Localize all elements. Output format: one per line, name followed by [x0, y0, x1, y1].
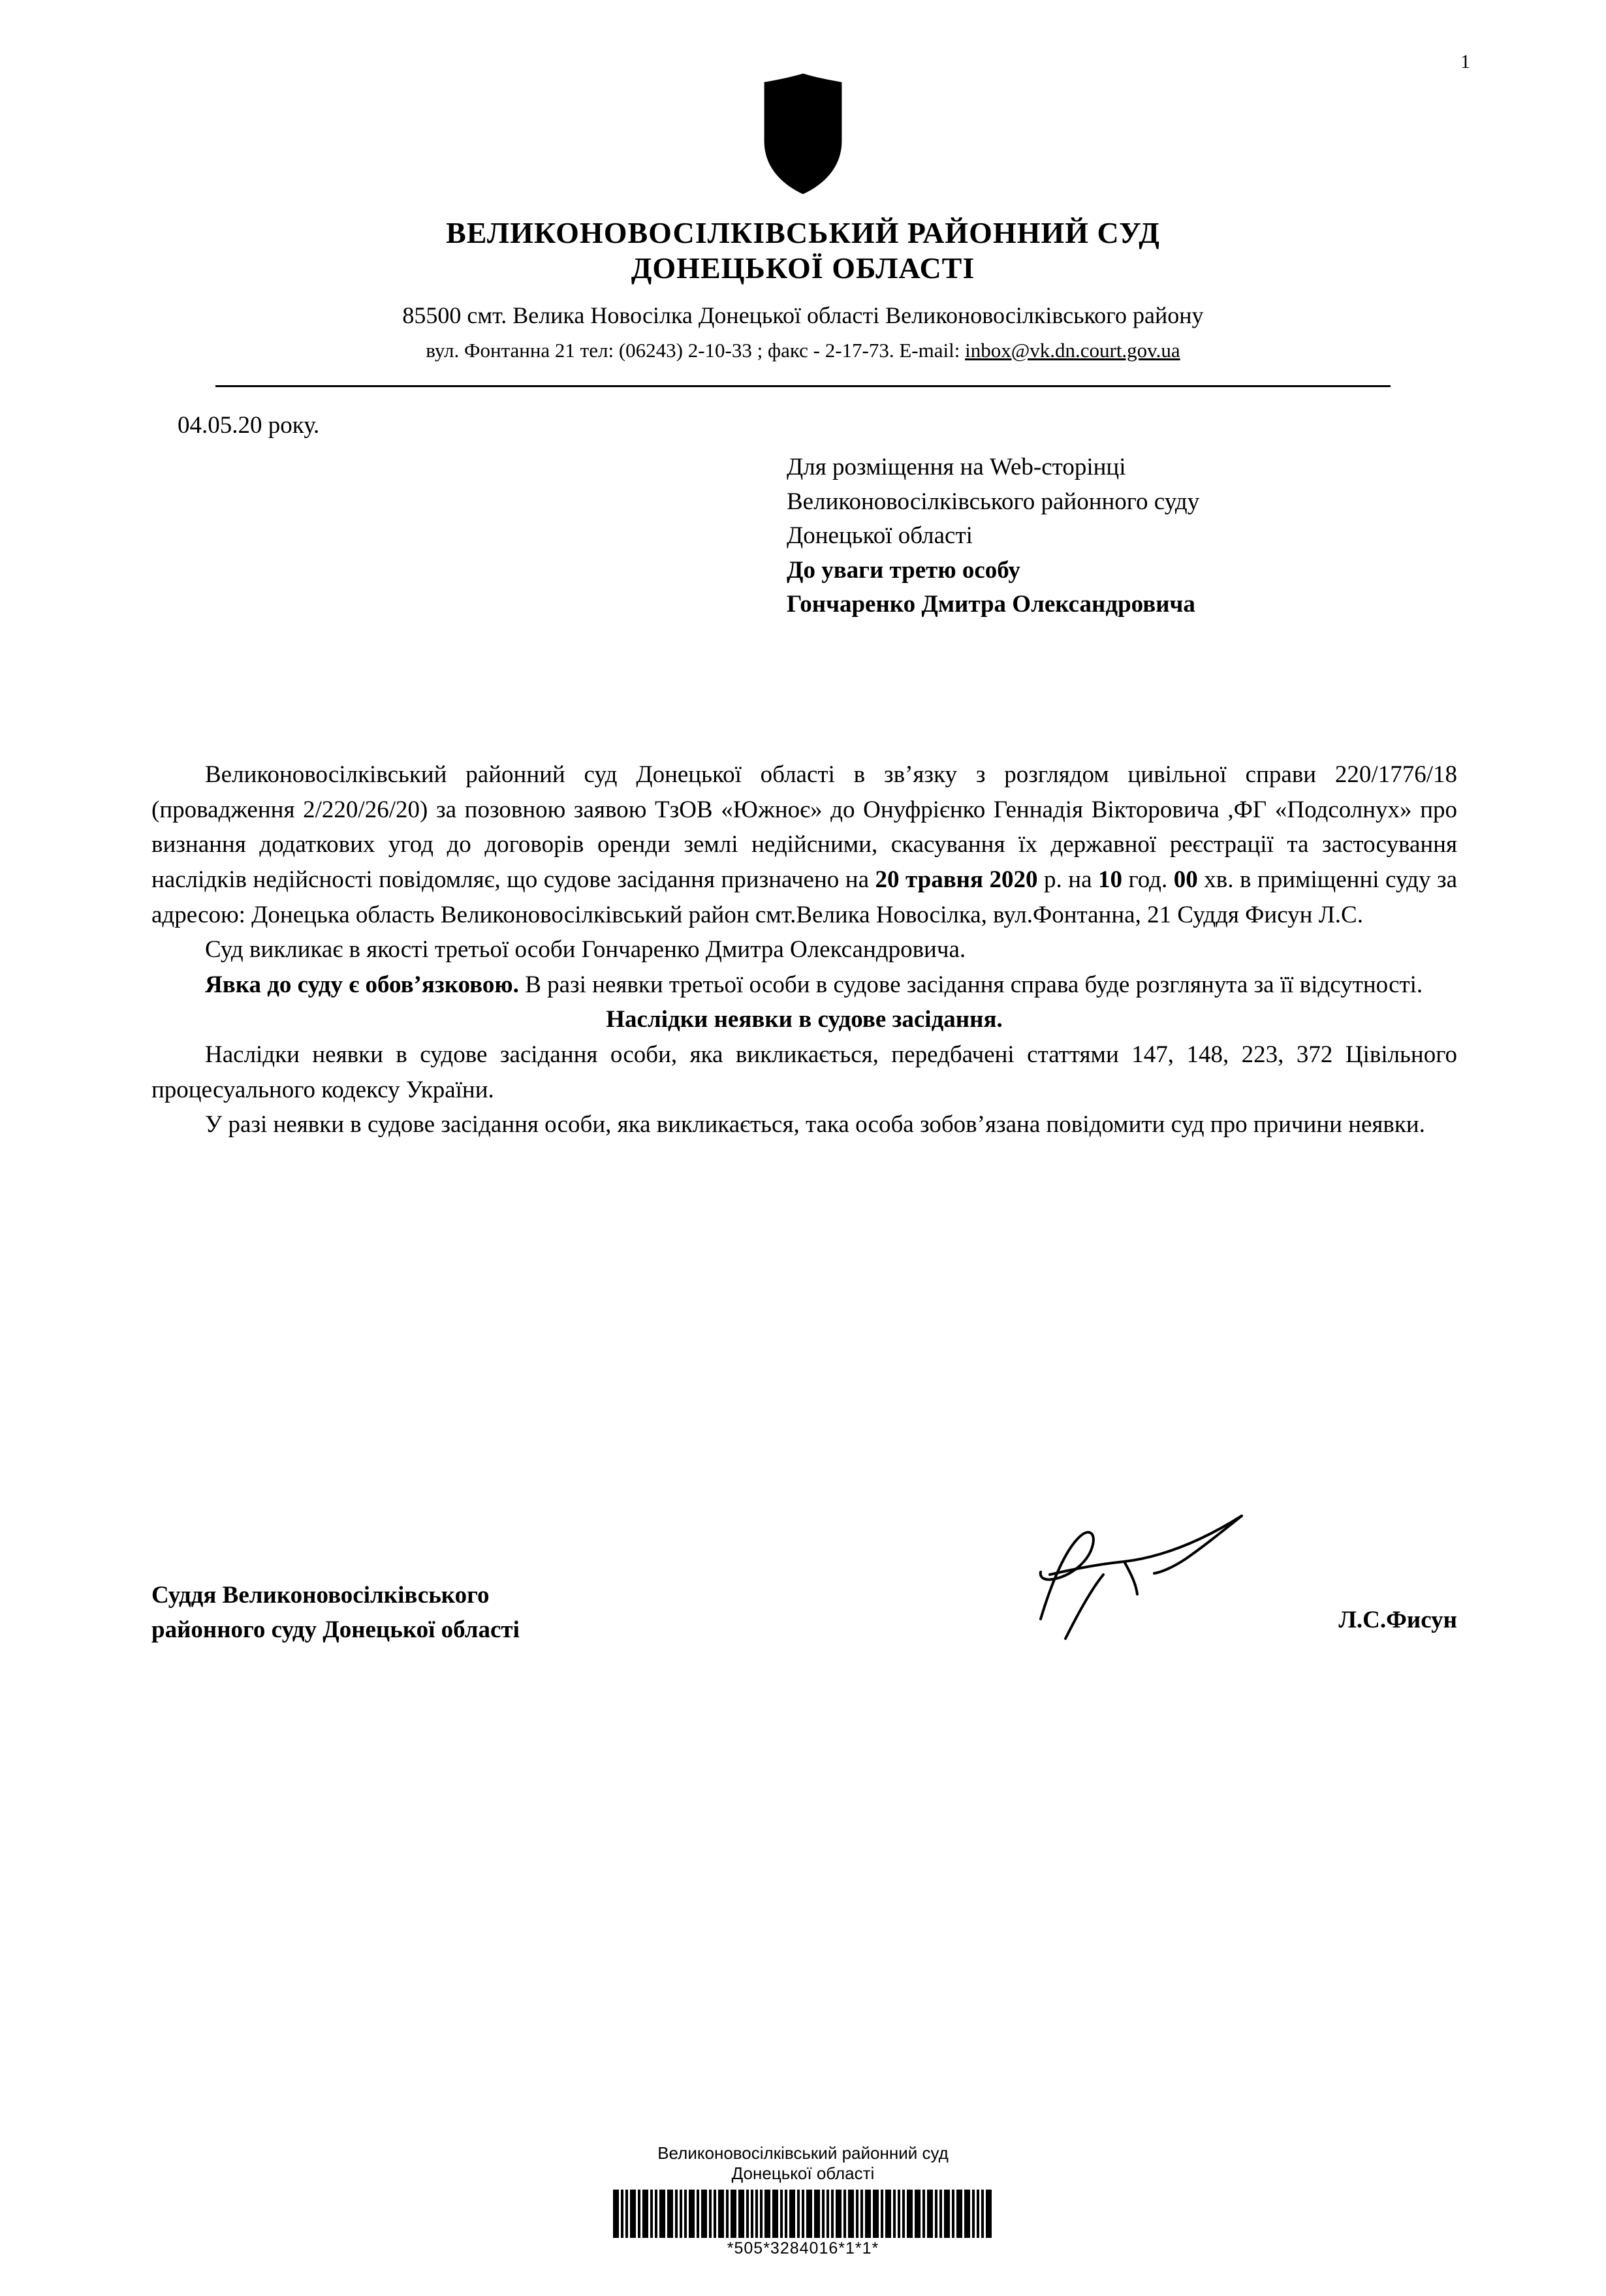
- court-header: [0, 215, 1606, 363]
- court-name-line1: ВЕЛИКОНОВОСІЛКІВСЬКИЙ РАЙОННИЙ СУД: [446, 216, 1160, 249]
- body-p1-hearing-hour: 10: [1098, 866, 1122, 893]
- body-paragraph-3: [151, 967, 1457, 1003]
- footer-stamp: [0, 2143, 1606, 2258]
- signature-title-line2: районного суду Донецької області: [151, 1616, 520, 1643]
- document-body: [151, 757, 1457, 1142]
- body-heading-text: Наслідки неявки в судове засідання.: [606, 1006, 1003, 1033]
- barcode-icon: [0, 2190, 1606, 2238]
- header-divider: [215, 385, 1391, 387]
- addressee-line-4: До уваги третю особу: [787, 556, 1020, 584]
- signature-title: [151, 1579, 520, 1647]
- document-date: 04.05.20 року.: [178, 412, 320, 439]
- body-p1-part2: р. на: [1037, 866, 1098, 893]
- page-number: 1: [1460, 51, 1470, 72]
- signature-block: [151, 1560, 1457, 1730]
- signature-title-line1: Суддя Великоновосілківського: [151, 1582, 490, 1609]
- addressee-line-1: Для розміщення на Web-сторінці: [787, 454, 1126, 480]
- handwritten-signature-icon: [1026, 1502, 1300, 1652]
- body-p1-part3: год.: [1122, 866, 1174, 893]
- addressee-line-5: Гончаренко Дмитра Олександровича: [787, 591, 1195, 618]
- body-p1-part4: хв. в приміщенні суду за адресою: Донецька область Великоновосілківський район смт.Велика Новосілка, вул.Фонтанна, 21 Суддя Фисун Л.С.: [151, 866, 1458, 928]
- addressee-line-2: Великоновосілківського районного суду: [787, 488, 1200, 515]
- addressee-block: [787, 450, 1505, 622]
- court-contacts: [0, 338, 1606, 364]
- body-p3-rest: В разі неявки третьої особи в судове засідання справа буде розглянута за її відсутності.: [518, 971, 1423, 998]
- court-email-link[interactable]: inbox@vk.dn.court.gov.ua: [965, 338, 1180, 362]
- body-p1-part1: Великоновосілківський районний суд Донецької області в зв’язку з розглядом цивільної справи 220/1776/18 (провадження 2/220/26/20) за позовною заявою ТзОВ «Южноє» до Онуфрієнко Геннадія Вікторовича ,ФГ «Подсолнух» про визнання додаткових угод до договорів оренди землі недійсними, скасування їх державної реєстрації та застосування наслідків недійсності повідомляє, що судове засідання призначено на: [151, 761, 1457, 893]
- addressee-line-3: Донецької області: [787, 522, 973, 550]
- stamp-line-1: Великоновосілківський районний суд: [657, 2143, 949, 2163]
- signature-name: Л.С.Фисун: [1338, 1607, 1457, 1633]
- body-p1-hearing-minute: 00: [1173, 866, 1198, 893]
- body-heading: [151, 1002, 1457, 1037]
- body-paragraph-4: Наслідки неявки в судове засідання особи, яка викликається, передбачені статтями 147, 148, 223, 372 Цівільного процесуального кодексу України.: [151, 1041, 1457, 1103]
- ukraine-trident-emblem-icon: [760, 72, 846, 196]
- stamp-line-2: Донецької області: [731, 2163, 875, 2184]
- emblem-container: [0, 72, 1606, 196]
- body-p1-hearing-date: 20 травня 2020: [875, 866, 1038, 893]
- body-paragraph-5: У разі неявки в судове засідання особи, яка викликається, така особа зобов’язана повідомити суд про причини неявки.: [205, 1111, 1425, 1139]
- court-name-line2: ДОНЕЦЬКОЇ ОБЛАСТІ: [631, 251, 975, 285]
- barcode-text: *505*3284016*1*1*: [727, 2239, 879, 2257]
- body-paragraph-2: Суд викликає в якості третьої особи Гончаренко Дмитра Олександровича.: [205, 936, 966, 964]
- body-paragraph-1: [151, 757, 1457, 932]
- court-address: 85500 смт. Велика Новосілка Донецької області Великоновосілківського району: [402, 302, 1204, 328]
- body-p3-bold: Явка до суду є обов’язковою.: [205, 971, 519, 998]
- court-contacts-text: вул. Фонтанна 21 тел: (06243) 2-10-33 ; факс - 2-17-73. E-mail:: [426, 338, 966, 362]
